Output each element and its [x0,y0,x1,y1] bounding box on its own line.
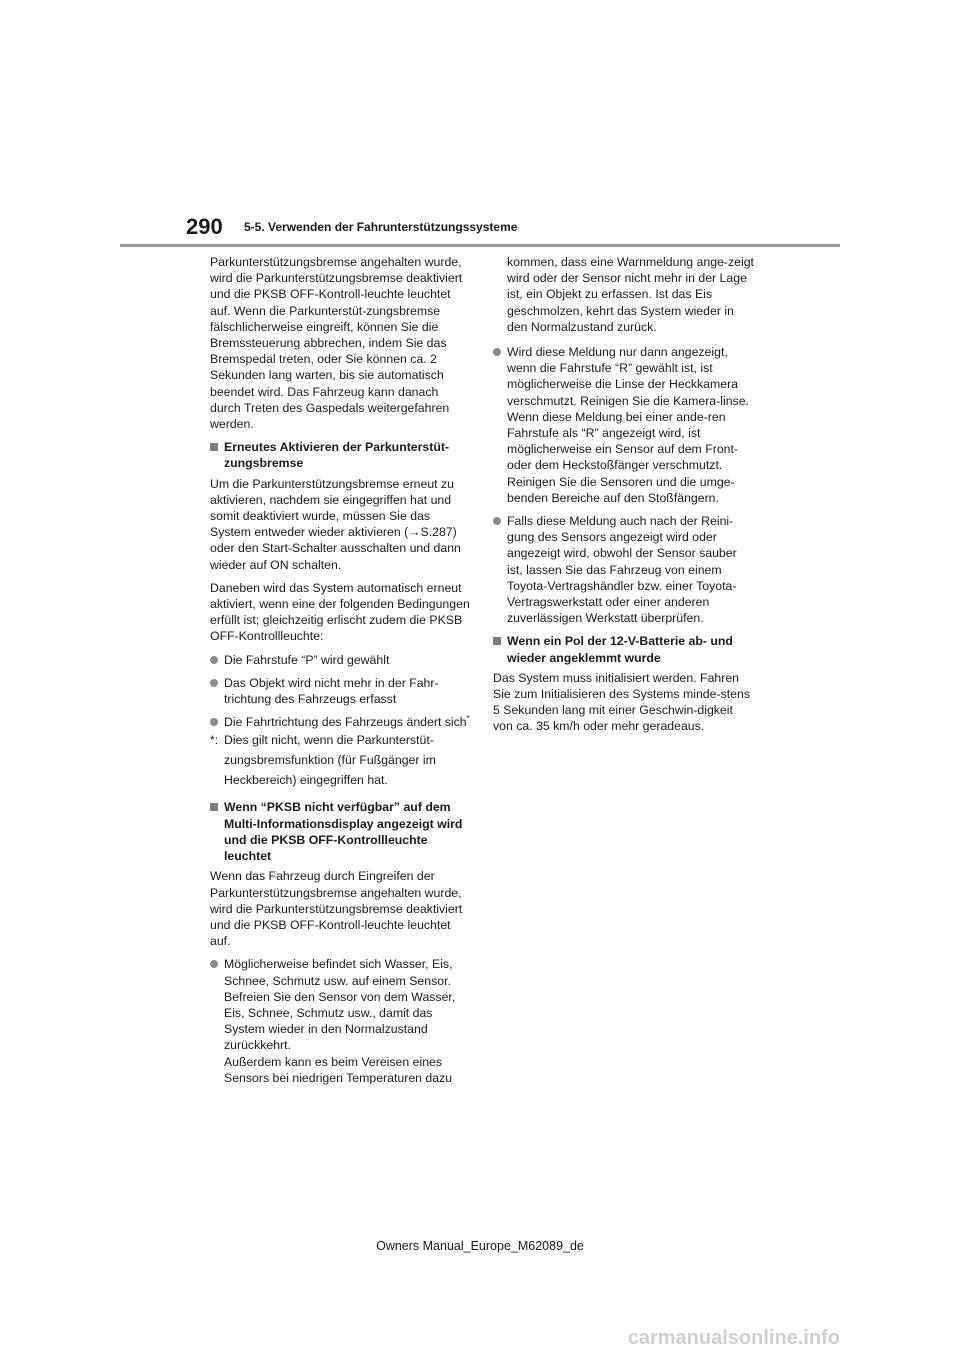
list-item [210,675,472,707]
list-item [210,714,472,730]
list-item-text: Das Objekt wird nicht mehr in der Fahr-trichtung des Fahrzeugs erfasst [224,675,439,707]
circle-bullet-icon [493,517,501,525]
footer-manual-id: Owners Manual_Europe_M62089_de [376,1239,584,1253]
section-heading [210,799,472,864]
paragraph: Das System muss initialisiert werden. Fahren Sie zum Initialisieren des Systems minde-stens 5 Sekunden lang mit einer Geschwin-digkeit von ca. 35 km/h oder mehr geradeaus. [493,670,750,734]
footnote-mark: *: [210,733,219,748]
page-number: 290 [186,214,223,239]
square-bullet-icon [493,637,501,645]
footnote [210,730,472,790]
list-item [493,513,755,626]
circle-bullet-icon [210,679,218,687]
heading-text: Wenn ein Pol der 12-V-Batterie ab- und wieder angeklemmt wurde [507,634,733,665]
watermark: carmanualsonline.info [627,1327,840,1349]
list-item-text: Die Fahrtrichtung des Fahrzeugs ändert sich [224,715,467,730]
circle-bullet-icon [210,656,218,664]
right-column [493,254,755,742]
list-item-text: Die Fahrstufe “P” wird gewählt [224,652,390,667]
list-item-text: Möglicherweise befindet sich Wasser, Eis, Schnee, Schmutz usw. auf einem Sensor. Befreien Sie den Sensor von dem Wasser, Eis, Schnee, Schmutz usw., damit das System wieder in den Normalzustand zurückkehrt. [224,957,456,1053]
list-item-text: Falls diese Meldung auch nach der Reini-gung des Sensors angezeigt wird oder angezeigt wird, obwohl der Sensor sauber ist, lassen Sie das Fahrzeug von einem Toyota-Vertragshändler bzw. einer Toyota-Vertragswerkstatt oder einer anderen zuverlässigen Werkstatt überprüfen. [507,514,737,626]
list-item-text: Außerdem kann es beim Vereisen eines Sensors bei niedrigen Temperaturen dazu [224,1054,453,1085]
heading-text: Erneutes Aktivieren der Parkunterstüt-zungsbremse [224,440,450,471]
footnote-marker: * [466,714,470,724]
list-item [210,956,472,1086]
header-divider [120,244,840,247]
paragraph: Daneben wird das System automatisch erneut aktiviert, wenn eine der folgenden Bedingungen erfüllt ist; gleichzeitig erlischt zudem die PKSB OFF-Kontrollleuchte: [210,580,470,644]
circle-bullet-icon [493,348,501,356]
paragraph: Parkunterstützungsbremse angehalten wurde, wird die Parkunterstützungsbremse deaktiviert und die PKSB OFF-Kontroll-leuchte leuchtet auf. Wenn die Parkunterstüt-zungsbremse fälschlicherweise eingreift, können Sie die Bremssteuerung abbrechen, indem Sie das Bremspedal treten, oder Sie können ca. 2 Sekunden lang warten, bis sie automatisch beendet wird. Das Fahrzeug kann danach durch Treten des Gaspedals weitergefahren werden. [210,255,463,432]
paragraph: Wenn das Fahrzeug durch Eingreifen der Parkunterstützungsbremse angehalten wurde, wird die Parkunterstützungsbremse deaktiviert und die PKSB OFF-Kontroll-leuchte leuchtet auf. [210,869,463,949]
list-item-text: Wird diese Meldung nur dann angezeigt, wenn die Fahrstufe “R” gewählt ist, ist möglicherweise die Linse der Heckkamera verschmutzt. Reinigen Sie die Kamera-linse. Wenn diese Meldung bei einer ande-ren Fahrstufe als “R” angezeigt wird, ist möglicherweise ein Sensor auf dem Front- oder dem Heckstoßfänger verschmutzt. Reinigen Sie die Sensoren und die umge-benden Bereiche auf den Stoßfängern. [507,345,749,505]
section-heading [493,633,755,665]
paragraph: kommen, dass eine Warnmeldung ange-zeigt wird oder der Sensor nicht mehr in der Lage ist, ein Objekt zu erfassen. Ist das Eis geschmolzen, kehrt das System wieder in den Normalzustand zurück. [507,255,754,334]
footnote-text: Dies gilt nicht, wenn die Parkunterstüt-zungsbremsfunktion (für Fußgänger im Heckbereich) eingegriffen hat. [224,733,436,788]
section-heading [210,439,472,471]
square-bullet-icon [210,803,218,811]
left-column [210,254,472,1093]
circle-bullet-icon [210,960,218,968]
paragraph: Um die Parkunterstützungsbremse erneut zu aktivieren, nachdem sie eingegriffen hat und somit deaktiviert wurde, müssen Sie das System entweder wieder aktivieren (→S.287) oder den Start-Schalter ausschalten und dann wieder auf ON schalten. [210,476,461,572]
list-item [210,652,472,668]
heading-text: Wenn “PKSB nicht verfügbar” auf dem Multi-Informationsdisplay angezeigt wird und die PKSB OFF-Kontrollleuchte leuchtet [224,800,463,864]
square-bullet-icon [210,443,218,451]
section-title: 5-5. Verwenden der Fahrunterstützungssysteme [244,220,518,234]
list-item [493,344,755,506]
circle-bullet-icon [210,718,218,726]
